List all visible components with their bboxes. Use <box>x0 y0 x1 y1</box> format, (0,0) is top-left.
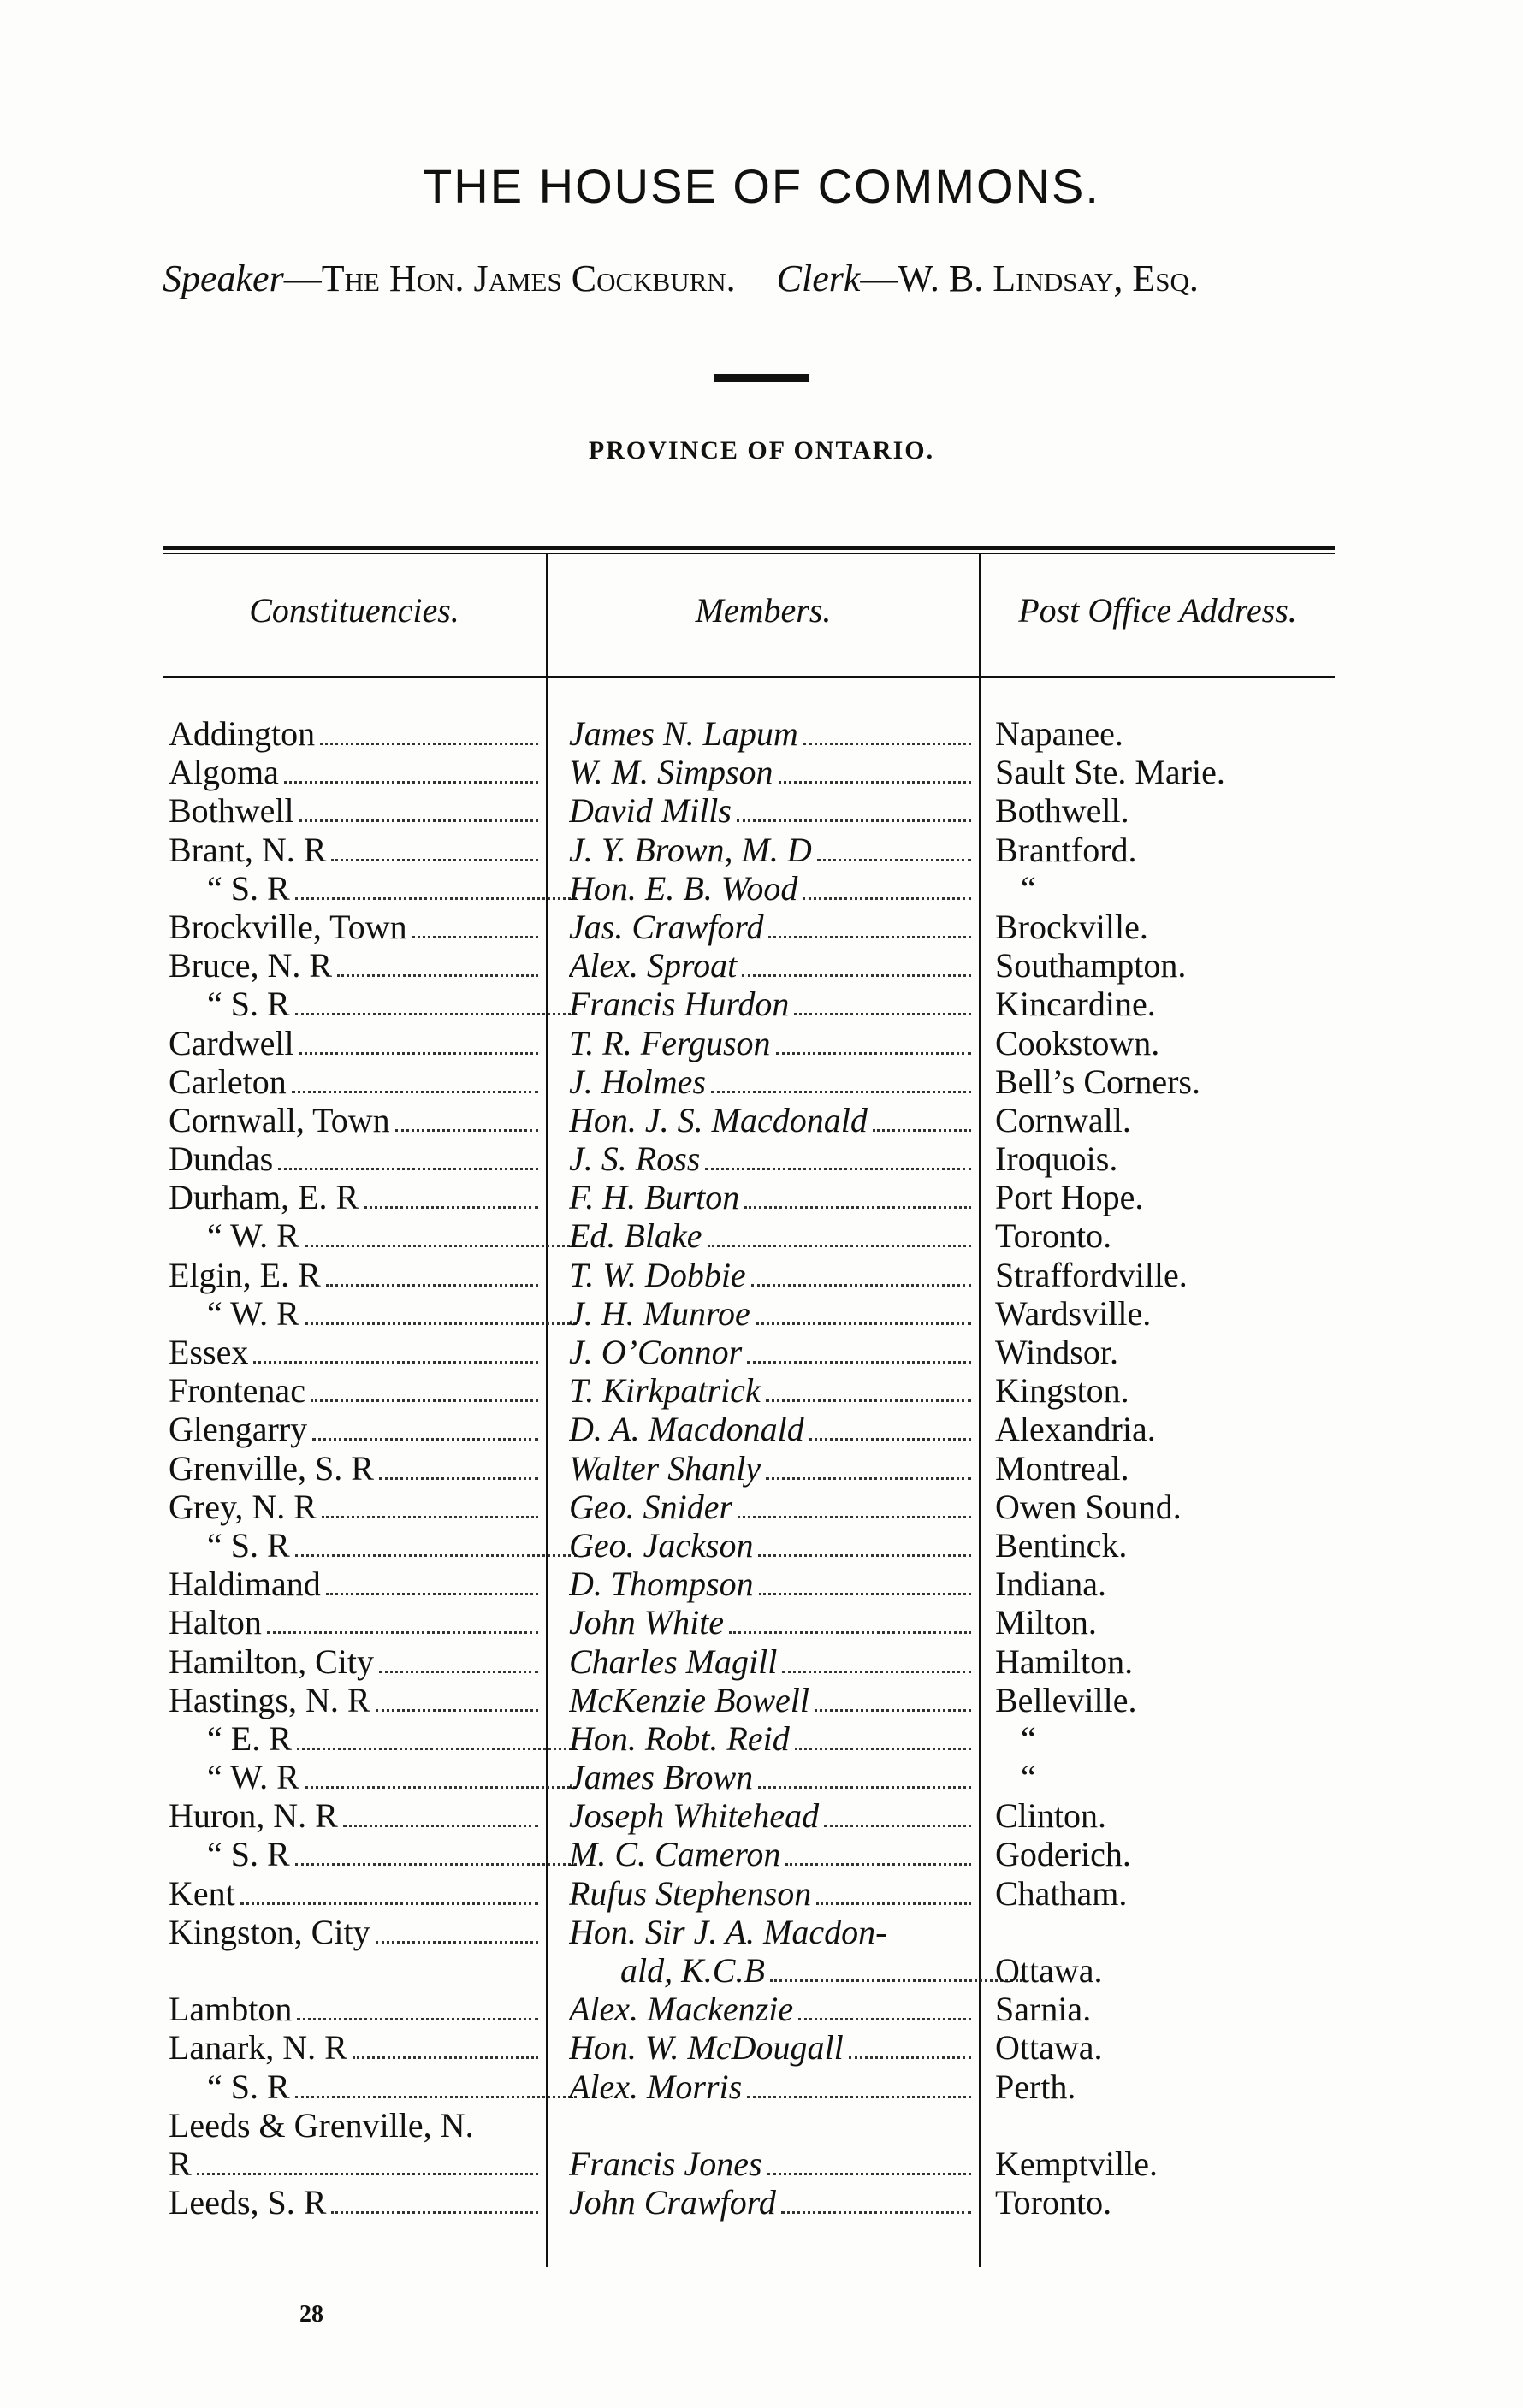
member-cell <box>569 1101 971 1140</box>
member-cell-text: J. S. Ross <box>569 1139 701 1179</box>
constituency-cell <box>169 1990 538 2029</box>
member-cell <box>569 1449 971 1488</box>
table-row <box>0 1488 1523 1526</box>
constituency-cell-text: Algoma <box>169 753 279 792</box>
table-row <box>0 1990 1523 2028</box>
member-cell <box>569 1371 971 1411</box>
member-cell <box>569 1719 971 1759</box>
table-row <box>0 1139 1523 1178</box>
member-cell <box>569 791 971 831</box>
table-body <box>0 714 1523 2222</box>
constituency-cell <box>169 1526 577 1565</box>
address-cell: Montreal. <box>995 1448 1129 1488</box>
member-cell-text: John White <box>569 1603 725 1642</box>
table-row <box>0 985 1523 1023</box>
table-row <box>0 1178 1523 1216</box>
member-cell-text: Alex. Morris <box>569 2067 743 2106</box>
constituency-cell <box>169 1719 577 1759</box>
address-cell: Windsor. <box>995 1333 1118 1371</box>
address-cell: Napanee. <box>995 714 1123 753</box>
constituency-cell <box>169 714 538 754</box>
member-cell: Hon. Sir J. A. Macdon- <box>569 1912 887 1951</box>
constituency-cell <box>169 1101 538 1140</box>
member-cell-text: J. Holmes <box>569 1062 706 1101</box>
member-cell <box>569 1642 971 1682</box>
constituency-cell-text: “ W. R <box>207 1293 299 1333</box>
table-row <box>0 1796 1523 1835</box>
member-cell <box>569 1681 971 1720</box>
province-heading: PROVINCE OF ONTARIO. <box>588 436 935 464</box>
member-cell <box>569 985 971 1024</box>
table-row <box>0 1216 1523 1255</box>
officers-line <box>163 257 1360 300</box>
member-cell <box>569 2183 971 2222</box>
table-row <box>0 1333 1523 1371</box>
member-cell <box>569 1333 971 1372</box>
constituency-cell <box>169 1681 538 1720</box>
address-cell: Clinton. <box>995 1796 1107 1836</box>
constituency-cell <box>169 1488 538 1527</box>
constituency-cell <box>169 2183 538 2222</box>
constituency-cell-continued <box>169 2145 538 2184</box>
constituency-cell <box>169 1024 538 1063</box>
member-cell <box>569 869 971 908</box>
constituency-cell-text: Halton <box>169 1603 262 1642</box>
table-header <box>0 590 1523 633</box>
address-cell: Kingston. <box>995 1371 1129 1411</box>
constituency-cell <box>169 1139 538 1179</box>
constituency-cell-text: Frontenac <box>169 1371 305 1411</box>
member-cell <box>569 1488 971 1527</box>
constituency-cell-text: “ S. R <box>207 2067 290 2106</box>
member-cell <box>569 1835 971 1874</box>
header-members: Members. <box>695 591 832 630</box>
speaker-role: Speaker <box>163 257 284 299</box>
member-cell-text: McKenzie Bowell <box>569 1680 810 1719</box>
table-row <box>0 1681 1523 1719</box>
constituency-cell <box>169 1256 538 1295</box>
constituency-cell: Leeds & Grenville, N. <box>169 2105 474 2145</box>
constituency-cell-text: Hamilton, City <box>169 1642 374 1681</box>
address-cell: Kincardine. <box>995 985 1156 1024</box>
table-row <box>0 1565 1523 1603</box>
address-cell: Brockville. <box>995 907 1148 946</box>
member-cell-text: James N. Lapum <box>569 714 798 753</box>
address-cell: Indiana. <box>995 1565 1106 1604</box>
table-row <box>0 1101 1523 1139</box>
table-row <box>0 753 1523 791</box>
table-row <box>0 946 1523 985</box>
constituency-cell-text: Carleton <box>169 1062 287 1101</box>
member-cell <box>569 946 971 985</box>
table-row <box>0 791 1523 830</box>
constituency-cell <box>169 1758 577 1797</box>
member-cell-text: T. Kirkpatrick <box>569 1371 761 1411</box>
member-cell-text: Francis Jones <box>569 2144 762 2183</box>
constituency-cell <box>169 869 577 908</box>
constituency-cell-text: Glengarry <box>169 1410 308 1449</box>
member-cell <box>569 1603 971 1642</box>
table-row <box>0 1642 1523 1681</box>
clerk-name: —W. B. Lindsay, Esq. <box>860 257 1199 299</box>
constituency-cell-text: Lanark, N. R <box>169 2028 347 2068</box>
constituency-cell <box>169 1642 538 1682</box>
constituency-cell-text: “ E. R <box>207 1719 292 1758</box>
constituency-cell <box>169 1603 538 1642</box>
member-cell-text: T. W. Dobbie <box>569 1255 746 1294</box>
table-row <box>0 1758 1523 1796</box>
constituency-cell <box>169 908 538 947</box>
member-cell <box>569 1256 971 1295</box>
member-cell <box>569 1526 971 1565</box>
table-row <box>0 2106 1523 2183</box>
address-cell: Ottawa. <box>995 2028 1103 2068</box>
constituency-cell-text: Lambton <box>169 1990 293 2029</box>
member-cell-text: Hon. J. S. Macdonald <box>569 1100 868 1139</box>
constituency-cell-text: Huron, N. R <box>169 1796 338 1836</box>
table-row <box>0 1410 1523 1448</box>
address-cell: Hamilton. <box>995 1642 1134 1681</box>
member-cell <box>569 1874 971 1914</box>
member-cell-text: W. M. Simpson <box>569 753 773 792</box>
member-cell-text: Ed. Blake <box>569 1216 702 1256</box>
constituency-cell-text: Cardwell <box>169 1023 294 1062</box>
constituency-cell-text: Kent <box>169 1873 235 1913</box>
constituency-cell-text: Leeds, S. R <box>169 2183 327 2222</box>
member-cell-text: Alex. Mackenzie <box>569 1990 794 2029</box>
member-cell <box>569 1294 971 1334</box>
member-cell-text: Hon. E. B. Wood <box>569 868 798 908</box>
member-cell <box>569 908 971 947</box>
address-cell: Goderich. <box>995 1835 1131 1874</box>
member-cell-text: T. R. Ferguson <box>569 1023 771 1062</box>
address-cell: Iroquois. <box>995 1139 1118 1179</box>
member-cell <box>569 1565 971 1604</box>
member-cell <box>569 1796 971 1836</box>
table-row <box>0 1256 1523 1294</box>
address-cell: Alexandria. <box>995 1410 1156 1449</box>
address-cell: Belleville. <box>995 1680 1137 1719</box>
address-cell: “ <box>1021 868 1036 908</box>
table-row <box>0 908 1523 946</box>
member-cell <box>569 1410 971 1449</box>
member-cell-text: Francis Hurdon <box>569 985 790 1024</box>
address-cell: Brantford. <box>995 830 1137 869</box>
member-cell-text: J. H. Munroe <box>569 1293 750 1333</box>
page-title: THE HOUSE OF COMMONS. <box>423 159 1100 213</box>
member-cell <box>569 2145 971 2184</box>
member-cell-text: Geo. Snider <box>569 1487 733 1526</box>
address-cell: Port Hope. <box>995 1178 1144 1217</box>
table-row <box>0 1024 1523 1062</box>
section-divider <box>714 374 809 382</box>
constituency-cell-text: Dundas <box>169 1139 274 1179</box>
constituency-cell <box>169 753 538 792</box>
member-cell-text: F. H. Burton <box>569 1178 740 1217</box>
address-cell: Cookstown. <box>995 1023 1160 1062</box>
constituency-cell <box>169 2028 538 2068</box>
member-cell <box>569 1178 971 1217</box>
address-cell: Ottawa. <box>995 1951 1103 1990</box>
table-row <box>0 2068 1523 2106</box>
constituency-cell <box>169 1410 538 1449</box>
member-cell <box>569 753 971 792</box>
address-cell: Milton. <box>995 1603 1097 1642</box>
address-cell: Toronto. <box>995 1216 1112 1256</box>
constituency-cell-text: Grenville, S. R <box>169 1448 374 1488</box>
member-cell <box>569 1062 971 1102</box>
table-row <box>0 1719 1523 1758</box>
table-row <box>0 2183 1523 2222</box>
table-row <box>0 831 1523 869</box>
table-row <box>0 869 1523 908</box>
table-top-rule <box>163 546 1335 550</box>
member-cell-text: Walter Shanly <box>569 1448 762 1488</box>
table-top-rule-thin <box>163 553 1335 554</box>
address-cell: Perth. <box>995 2067 1076 2106</box>
member-cell <box>569 1216 971 1256</box>
member-cell-text: James Brown <box>569 1758 754 1797</box>
constituency-cell-text: Brockville, Town <box>169 907 407 946</box>
address-cell: Cornwall. <box>995 1100 1131 1139</box>
member-cell-text: M. C. Cameron <box>569 1835 781 1874</box>
table-row <box>0 1835 1523 1873</box>
constituency-cell <box>169 946 538 985</box>
member-cell-text: Jas. Crawford <box>569 907 764 946</box>
member-cell-text: D. A. Macdonald <box>569 1410 804 1449</box>
address-cell: Kemptville. <box>995 2144 1158 2183</box>
header-address: Post Office Address. <box>1018 591 1297 630</box>
member-cell <box>569 714 971 754</box>
constituency-cell-text: Durham, E. R <box>169 1178 359 1217</box>
member-cell-text: Hon. Robt. Reid <box>569 1719 790 1758</box>
table-row <box>0 2028 1523 2067</box>
constituency-cell <box>169 1874 538 1914</box>
member-cell-text: Joseph Whitehead <box>569 1796 820 1836</box>
address-cell: “ <box>1021 1719 1036 1758</box>
member-cell-continued <box>569 1951 1022 1991</box>
table-row <box>0 1294 1523 1333</box>
table-row <box>0 714 1523 753</box>
constituency-cell <box>169 1796 538 1836</box>
constituency-cell-text: “ S. R <box>207 985 290 1024</box>
constituency-cell-text: “ S. R <box>207 868 290 908</box>
constituency-cell <box>169 1294 577 1334</box>
member-cell <box>569 2028 971 2068</box>
constituency-cell <box>169 1333 538 1372</box>
member-cell-text: Geo. Jackson <box>569 1525 754 1565</box>
member-cell-text: David Mills <box>569 791 732 831</box>
constituency-cell-text: “ W. R <box>207 1758 299 1797</box>
constituency-cell <box>169 791 538 831</box>
table-row <box>0 1603 1523 1642</box>
clerk-role: Clerk <box>776 257 861 299</box>
constituency-cell <box>169 1178 538 1217</box>
member-cell-continued-text: ald, K.C.B <box>620 1951 765 1990</box>
constituency-cell-text: Addington <box>169 714 316 753</box>
constituency-cell-text: Elgin, E. R <box>169 1255 321 1294</box>
speaker-name: —The Hon. James Cockburn. <box>283 257 736 299</box>
address-cell: “ <box>1021 1758 1036 1797</box>
address-cell: Toronto. <box>995 2183 1112 2222</box>
constituency-cell-text: “ S. R <box>207 1835 290 1874</box>
member-cell-text: John Crawford <box>569 2183 776 2222</box>
constituency-cell-continued-text: R <box>169 2144 192 2183</box>
address-cell: Bothwell. <box>995 791 1129 831</box>
member-cell <box>569 1990 971 2029</box>
member-cell <box>569 1024 971 1063</box>
table-row <box>0 1526 1523 1565</box>
constituency-cell <box>169 1216 577 1256</box>
constituency-cell <box>169 1371 538 1411</box>
constituency-cell <box>169 1449 538 1488</box>
table-row <box>0 1371 1523 1410</box>
member-cell-text: Alex. Sproat <box>569 946 738 985</box>
constituency-cell-text: “ S. R <box>207 1525 290 1565</box>
constituency-cell <box>169 985 577 1024</box>
constituency-cell-text: Kingston, City <box>169 1912 370 1951</box>
address-cell: Straffordville. <box>995 1255 1188 1294</box>
constituency-cell-text: Cornwall, Town <box>169 1100 390 1139</box>
member-cell-text: Charles Magill <box>569 1642 778 1681</box>
constituency-cell <box>169 1062 538 1102</box>
constituency-cell-text: Haldimand <box>169 1565 321 1604</box>
constituency-cell-text: Essex <box>169 1333 249 1371</box>
member-cell-text: Hon. W. McDougall <box>569 2028 844 2068</box>
table-row <box>0 1449 1523 1488</box>
address-cell: Chatham. <box>995 1873 1128 1913</box>
address-cell: Wardsville. <box>995 1293 1152 1333</box>
member-cell-text: J. O’Connor <box>569 1333 743 1371</box>
member-cell <box>569 831 971 870</box>
member-cell <box>569 2068 971 2107</box>
address-cell: Southampton. <box>995 946 1187 985</box>
constituency-cell-text: Bruce, N. R <box>169 946 333 985</box>
member-cell-text: Rufus Stephenson <box>569 1873 812 1913</box>
member-cell-text: D. Thompson <box>569 1565 754 1604</box>
table-header-rule <box>163 676 1335 678</box>
page-number: 28 <box>299 2301 323 2328</box>
address-cell: Sarnia. <box>995 1990 1092 2029</box>
address-cell: Sault Ste. Marie. <box>995 753 1225 792</box>
constituency-cell <box>169 1565 538 1604</box>
member-cell <box>569 1139 971 1179</box>
member-cell <box>569 1758 971 1797</box>
header-constituencies: Constituencies. <box>249 591 459 630</box>
constituency-cell <box>169 1835 577 1874</box>
constituency-cell-text: Hastings, N. R <box>169 1680 370 1719</box>
constituency-cell-text: “ W. R <box>207 1216 299 1256</box>
constituency-cell-text: Brant, N. R <box>169 830 327 869</box>
table-row <box>0 1062 1523 1101</box>
constituency-cell <box>169 1913 538 1952</box>
constituency-cell-text: Bothwell <box>169 791 294 831</box>
table-row <box>0 1913 1523 1990</box>
address-cell: Bell’s Corners. <box>995 1062 1200 1101</box>
table-row <box>0 1874 1523 1913</box>
address-cell: Owen Sound. <box>995 1487 1182 1526</box>
constituency-cell <box>169 2068 577 2107</box>
address-cell: Bentinck. <box>995 1525 1128 1565</box>
constituency-cell <box>169 831 538 870</box>
member-cell-text: J. Y. Brown, M. D <box>569 830 812 869</box>
constituency-cell-text: Grey, N. R <box>169 1487 317 1526</box>
